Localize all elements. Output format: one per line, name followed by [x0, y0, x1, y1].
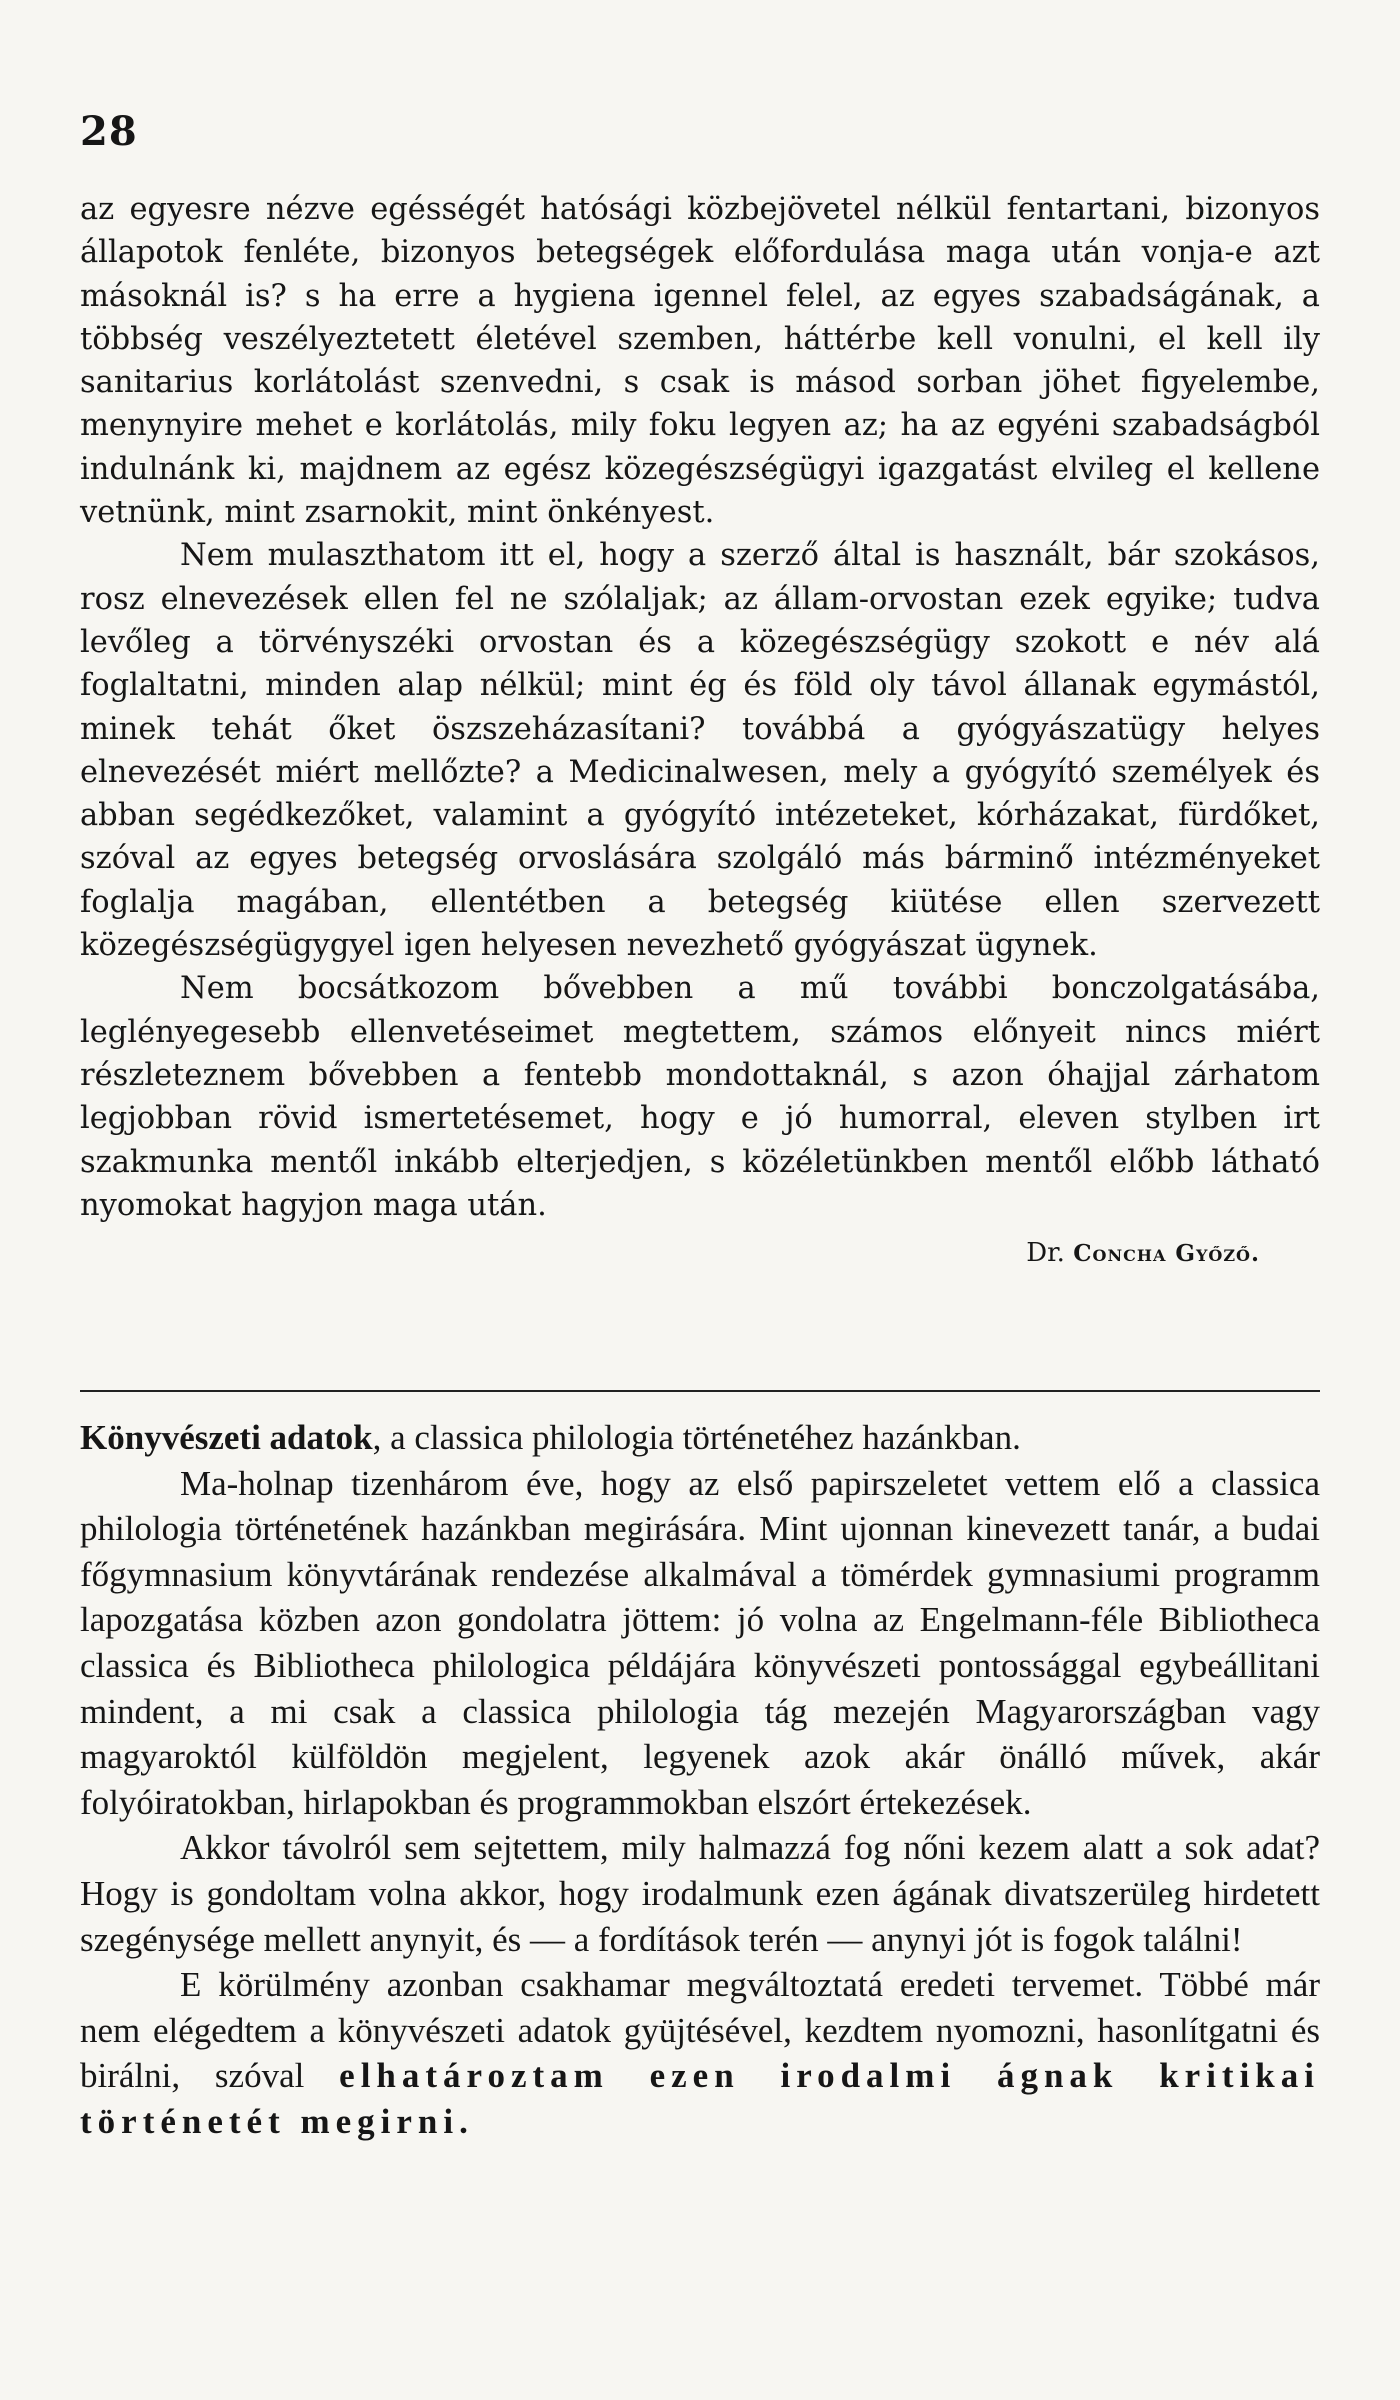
signature-prefix: Dr.: [1026, 1238, 1065, 1269]
review-paragraph-2: Nem mulaszthatom itt el, hogy a szerző által is használt, bár szokásos, rosz elnevezések ellen fel ne szólaljak; az állam-orvostan ezek egyike; tudva levőleg a törvényszéki orvostan és a közegészségügy szokott e név alá foglaltatni, minden alap nélkül; mint ég és föld oly távol állanak egymástól, minek tehát őket öszszeházasítani? továbbá a gyógyászatügy helyes elnevezését miért mellőzte? a Medicinalwesen, mely a gyógyító személyek és abban segédkezőket, valamint a gyógyító intézeteket, kórházakat, fürdőket, szóval az egyes betegség orvoslására szolgáló más bárminő intézményeket foglalja magában, ellentétben a betegség kiütése ellen szervezett közegészségügygyel igen helyesen nevezhető gyógyászat ügynek.: [80, 538, 1320, 964]
section-divider: [80, 1390, 1320, 1392]
bibliography-heading-rest: , a classica philologia történetéhez hazánkban.: [372, 1418, 1021, 1457]
author-signature: [80, 1233, 1320, 1274]
page-number: 28: [80, 108, 138, 155]
bibliography-paragraph-3-emphasis: elhatároztam ezen irodalmi ágnak kritikai történetét megirni.: [80, 2056, 1321, 2141]
bibliography-heading-paragraph: [80, 1415, 1320, 1461]
review-paragraph-1: az egyesre nézve egésségét hatósági közbejövetel nélkül fentartani, bizonyos állapotok fenléte, bizonyos betegségek előfordulása maga után vonja-e azt másoknál is? s ha erre a hygiena igennel felel, az egyes szabadságának, a többség veszélyeztetett életével szemben, háttérbe kell vonulni, el kell ily sanitarius korlátolást szenvedni, s csak is másod sorban jöhet figyelembe, menynyire mehet e korlátolás, mily foku legyen az; ha az egyéni szabadságból indulnánk ki, majdnem az egész közegészségügyi igazgatást elvileg el kellene vetnünk, mint zsarnokit, mint önkényest.: [80, 192, 1320, 531]
bibliography-article: [80, 1415, 1320, 2145]
review-paragraph-3: Nem bocsátkozom bővebben a mű további bonczolgatásába, leglényegesebb ellenvetéseimet megtettem, számos előnyeit nincs miért részleteznem bővebben a fentebb mondottaknál, s azon óhajjal zárhatom legjobban rövid ismertetésemet, hogy e jó humorral, eleven stylben irt szakmunka mentől inkább elterjedjen, s közéletünkben mentől előbb látható nyomokat hagyjon maga után.: [80, 971, 1320, 1223]
bibliography-paragraph-1: Ma-holnap tizenhárom éve, hogy az első papirszeletet vettem elő a classica philologia történetének hazánkban megirására. Mint ujonnan kinevezett tanár, a budai főgymnasium könyvtárának rendezése alkalmával a tömérdek gymnasiumi programm lapozgatása közben azon gondolatra jöttem: jó volna az Engelmann-féle Bibliotheca classica és Bibliotheca philologica példájára könyvészeti pontossággal egybeállitani mindent, a mi csak a classica philologia tág mezején Magyarországban vagy magyaroktól külföldön megjelent, legyenek azok akár önálló művek, akár folyóiratokban, hirlapokban és programmokban elszórt értekezések.: [80, 1463, 1320, 1822]
signature-name: Concha Győző.: [1073, 1240, 1260, 1268]
bibliography-paragraph-3-lead: E körülmény azonban csakhamar megváltoztatá eredeti tervemet. Többé már nem elégedtem a könyvészeti adatok gyüjtésével, kezdtem nyomozni, hasonlítgatni és birálni, szóval: [80, 1965, 1320, 2096]
bibliography-paragraph-3: [80, 1962, 1320, 2144]
bibliography-paragraph-2: Akkor távolról sem sejtettem, mily halmazzá fog nőni kezem alatt a sok adat? Hogy is gondoltam volna akkor, hogy irodalmunk ezen ágának divatszerüleg hirdetett szegénysége mellett anynyit, és — a fordítások terén — anynyi jót is fogok találni!: [80, 1828, 1320, 1959]
bibliography-heading: Könyvészeti adatok: [80, 1418, 373, 1457]
review-article: [80, 188, 1320, 1274]
